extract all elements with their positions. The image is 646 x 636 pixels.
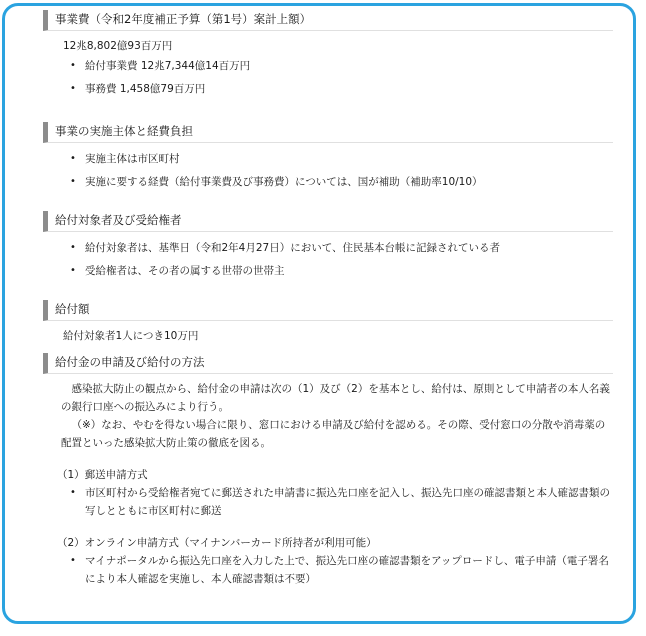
method-label: （2）オンライン申請方式（マイナンバーカード所持者が利用可能） (57, 537, 377, 549)
list-item: • 実施主体は市区町村 (85, 150, 613, 168)
method-label: （1）郵送申請方式 (57, 469, 148, 481)
list-item: • 給付事業費 12兆7,344億14百万円 (85, 57, 613, 75)
section-heading: 事業費（令和2年度補正予算（第1号）案計上額） (43, 10, 613, 31)
list-item: • 受給権者は、その者の属する世帯の世帯主 (85, 262, 613, 280)
section-amount (43, 300, 613, 345)
section-heading: 事業の実施主体と経費負担 (43, 122, 613, 143)
section-heading: 給付金の申請及び給付の方法 (43, 353, 613, 374)
list-item: • 市区町村から受給権者宛てに郵送された申請書に振込先口座を記入し、振込先口座の確認書類と本人確認書類の写しとともに市区町村に郵送 (85, 484, 613, 520)
section-heading: 給付対象者及び受給権者 (43, 211, 613, 232)
amount-text: 給付対象者1人につき10万円 (63, 330, 199, 342)
section-method (43, 353, 613, 588)
list-item: • 事務費 1,458億79百万円 (85, 80, 613, 98)
total-cost: 12兆8,802億93百万円 (63, 40, 173, 52)
list-item: • 実施に要する経費（給付事業費及び事務費）については、国が補助（補助率10/10） (85, 173, 613, 191)
section-recipients (43, 211, 613, 280)
section-heading: 給付額 (43, 300, 613, 321)
document-content (43, 10, 613, 588)
list-item: • 給付対象者は、基準日（令和2年4月27日）において、住民基本台帳に記録されている者 (85, 239, 613, 257)
section-cost (43, 10, 613, 98)
paragraph: （※）なお、やむを得ない場合に限り、窓口における申請及び給付を認める。その際、受付窓口の分散や消毒薬の配置といった感染拡大防止策の徹底を図る。 (61, 419, 606, 449)
list-item: • マイナポータルから振込先口座を入力した上で、振込先口座の確認書類をアップロードし、電子申請（電子署名により本人確認を実施し、本人確認書類は不要） (85, 552, 613, 588)
paragraph: 感染拡大防止の観点から、給付金の申請は次の（1）及び（2）を基本とし、給付は、原則として申請者の本人名義の銀行口座への振込みにより行う。 (61, 383, 610, 413)
section-implementer (43, 122, 613, 191)
